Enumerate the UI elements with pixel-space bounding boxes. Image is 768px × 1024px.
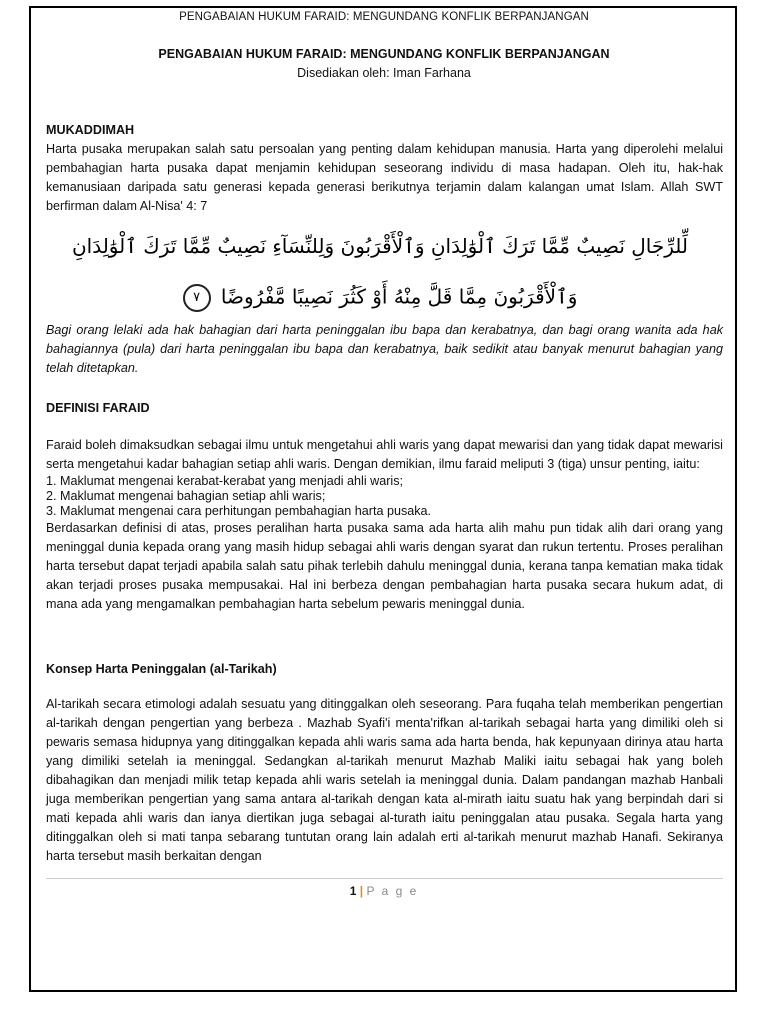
unsur-list <box>46 474 723 519</box>
paragraph-definisi-intro: Faraid boleh dimaksudkan sebagai ilmu untuk mengetahui ahli waris yang dapat mewarisi dan yang tidak dapat mewarisi serta mengetahui kadar bahagian setiap ahli waris. Dengan demikian, ilmu faraid meliputi 3 (tiga) unsur penting, iaitu: <box>46 438 723 471</box>
page-label: P a g e <box>366 884 419 898</box>
section-konsep <box>46 660 723 866</box>
quran-verse-text: وَٱلْأَقْرَبُونَ مِمَّا قَلَّ مِنْهُ أَوْ كَثُرَ نَصِيبًا مَّفْرُوضًا <box>220 284 578 309</box>
section-definisi <box>46 399 723 614</box>
paragraph-mukaddimah: Harta pusaka merupakan salah satu persoalan yang penting dalam kehidupan manusia. Harta yang diperolehi melalui pembahagian harta pusaka dapat menjamin kehidupan seseorang individu di masa hadapan. Oleh itu, hak-hak kemanusiaan daripada satu generasi kepada generasi berikutnya terjamin dalam kalangan umat Islam. Allah SWT berfirman dalam Al-Nisa' 4: 7 <box>46 142 723 213</box>
document-title: PENGABAIAN HUKUM FARAID: MENGUNDANG KONFLIK BERPANJANGAN <box>158 47 610 61</box>
paragraph-definisi-body: Berdasarkan definisi di atas, proses peralihan harta pusaka sama ada harta alih mahu pun tidak alih dari orang yang meninggal dunia kepada orang yang masih hidup sebagai ahli waris dengan syarat dan rukun tertentu. Proses peralihan harta tersebut dapat terjadi apabila salah satu pihak terlebih dahulu meninggal dunia, kerana tanpa kematian maka tidak akan terjadi proses pusaka mempusakai. Hal ini berbeza dengan pembahagian harta pusaka secara hukum adat, di mana ada yang mengamalkan pembahagian harta sebelum pewaris meninggal dunia. <box>46 521 723 611</box>
heading-definisi: DEFINISI FARAID <box>46 401 150 415</box>
quran-verse-line-1: لِّلرِّجَالِ نَصِيبٌ مِّمَّا تَرَكَ ٱلْوَٰلِدَانِ وَٱلْأَقْرَبُونَ وَلِلنِّسَآءِ نَصِيبٌ مِّمَّا تَرَكَ ٱلْوَٰلِدَانِ <box>71 234 689 258</box>
heading-konsep: Konsep Harta Peninggalan (al-Tarikah) <box>46 662 277 676</box>
footer-divider <box>46 878 723 879</box>
document-author: Disediakan oleh: Iman Farhana <box>297 66 471 80</box>
quran-verse-line-2 <box>60 284 700 312</box>
section-mukaddimah <box>46 121 723 216</box>
translation-text: Bagi orang lelaki ada hak bahagian dari harta peninggalan ibu bapa dan kerabatnya, dan bagi orang wanita ada hak bahagiannya (pula) dari harta peninggalan ibu bapa dan kerabatnya, baik sedikit atau banyak menurut bahagian yang telah ditetapkan. <box>46 323 723 375</box>
heading-mukaddimah: MUKADDIMAH <box>46 123 135 137</box>
page-number: 1 <box>349 884 357 898</box>
running-header: PENGABAIAN HUKUM FARAID: MENGUNDANG KONFLIK BERPANJANGAN <box>179 11 589 23</box>
list-item: 2. Maklumat mengenai bahagian setiap ahli waris; <box>46 489 326 503</box>
list-item: 1. Maklumat mengenai kerabat-kerabat yang menjadi ahli waris; <box>46 474 404 488</box>
ayah-number-icon: ٧ <box>183 284 211 312</box>
page-footer <box>0 884 768 898</box>
list-item: 3. Maklumat mengenai cara perhitungan pembahagian harta pusaka. <box>46 504 432 518</box>
paragraph-konsep: Al-tarikah secara etimologi adalah sesuatu yang ditinggalkan oleh seseorang. Para fuqaha telah memberikan pengertian al-tarikah dengan pengertian yang berbeza . Mazhab Syafi'i menta'rifkan al-tarikah sebagai harta yang dimiliki oleh si pewaris semasa hidupnya yang ditinggalkan kepada ahli waris sama ada harta benda, hak kepunyaan dirinya atau harta yang dimiliki setelah ia meninggal. Sedangkan al-tarikah menurut Mazhab Maliki iaitu sebagai hak yang boleh dibahagikan dan menjadi milik tetap kepada ahli waris setelah ia meninggal dunia. Dalam pandangan mazhab Hanbali juga memberikan pengertian yang sama antara al-tarikah dengan kata al-mirath iaitu suatu hak yang berpindah dari si mati kepada ahli waris dan ianya diertikan juga sebagai al-turath iaitu peninggalan atau pusaka. Segala harta yang ditinggalkan oleh si mati tanpa sebarang tuntutan orang lain adalah erti al-tarikah menurut mazhab Hanafi. Sekiranya harta tersebut masih berkaitan dengan <box>46 697 723 863</box>
verse-translation <box>46 321 723 378</box>
footer-separator: | <box>359 884 364 898</box>
